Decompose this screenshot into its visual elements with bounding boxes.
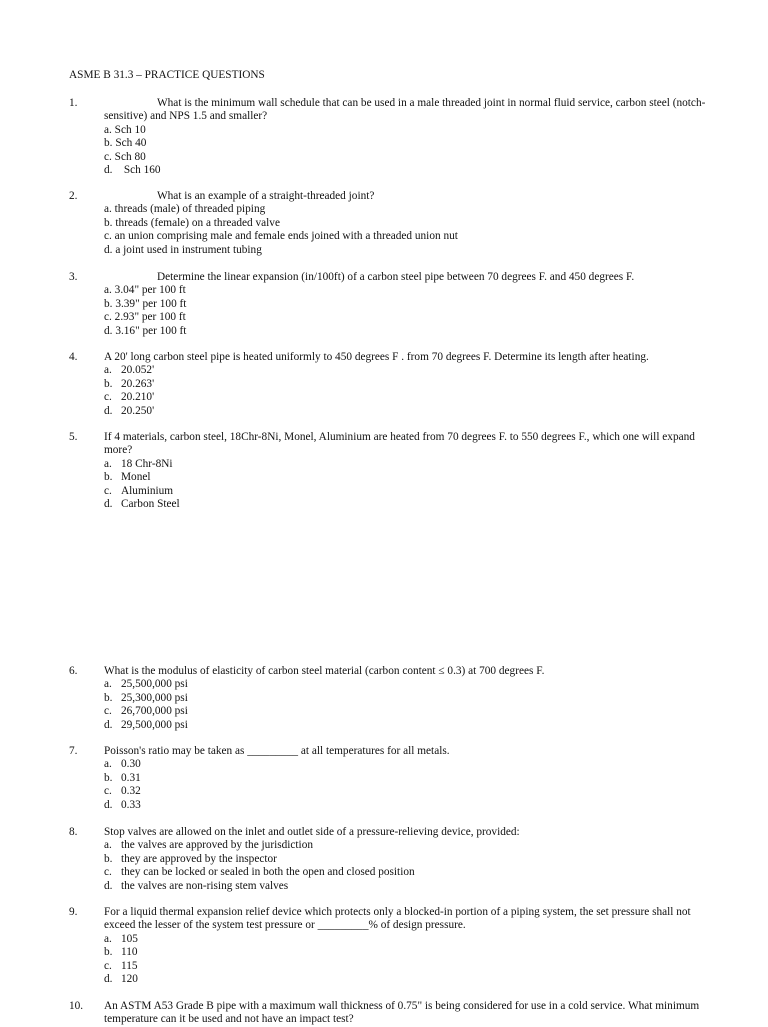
option-a: a. 105 [104,932,138,945]
option-a: a. 18 Chr-8Ni [104,457,173,470]
options-list [104,458,719,512]
options-list [104,678,719,732]
question-number: 9. [69,906,78,918]
option-c: c. Sch 80 [104,150,146,163]
option-c: c. they can be locked or sealed in both the open and closed position [104,866,415,879]
option-b: b. threads (female) on a threaded valve [104,216,280,229]
options-list [104,203,719,257]
option-d: d. 3.16" per 100 ft [104,324,187,337]
option-d: d. 29,500,000 psi [104,718,188,731]
option-c: c. Aluminium [104,484,174,497]
option-a: a. 25,500,000 psi [104,678,188,691]
question-number: 7. [69,745,78,757]
options-list [104,364,719,418]
option-c: c. 0.32 [104,785,141,798]
option-b: b. Sch 40 [104,137,147,150]
option-d: d. 20.250' [104,404,155,417]
question-5 [69,431,719,511]
question-text: A 20' long carbon steel pipe is heated uniformly to 450 degrees F . from 70 degrees F. Determine its length after heating. [104,351,649,363]
option-d: d. 0.33 [104,798,141,811]
option-c: c. 115 [104,959,138,972]
question-text: For a liquid thermal expansion relief device which protects only a blocked-in portion of a piping system, the set pressure shall not exceed the lesser of the system test pressure or _________% of design pressure. [104,906,691,932]
options-list [104,933,719,987]
question-4 [69,351,719,418]
question-2 [69,190,719,257]
option-d: d. the valves are non-rising stem valves [104,879,289,892]
option-a: a. threads (male) of threaded piping [104,203,266,216]
question-number: 6. [69,665,78,677]
option-c: c. an union comprising male and female ends joined with a threaded union nut [104,230,458,243]
option-a: a. 0.30 [104,758,141,771]
question-number: 8. [69,826,78,838]
option-b: b. 0.31 [104,771,141,784]
question-number: 5. [69,431,78,443]
option-d: d. 120 [104,972,138,985]
option-d: d. Carbon Steel [104,497,180,510]
question-text: If 4 materials, carbon steel, 18Chr-8Ni, Monel, Aluminium are heated from 70 degrees F. to 550 degrees F., which one will expand more? [104,431,695,457]
question-text: What is an example of a straight-threaded joint? [157,190,375,202]
question-number: 10. [69,1000,84,1012]
option-a: a. the valves are approved by the jurisdiction [104,839,313,852]
question-text: Stop valves are allowed on the inlet and outlet side of a pressure-relieving device, provided: [104,826,520,838]
question-9 [69,906,719,986]
option-d: d. Sch 160 [104,163,161,176]
option-c: c. 2.93" per 100 ft [104,311,186,324]
option-c: c. 20.210' [104,391,155,404]
question-number: 4. [69,351,78,363]
option-c: c. 26,700,000 psi [104,705,188,718]
option-b: b. 3.39" per 100 ft [104,297,187,310]
question-6 [69,665,719,732]
question-1 [69,97,719,177]
option-d: d. a joint used in instrument tubing [104,243,262,256]
question-text: What is the modulus of elasticity of carbon steel material (carbon content ≤ 0.3) at 700 degrees F. [104,665,545,677]
option-b: b. 110 [104,946,138,959]
option-a: a. 20.052' [104,364,155,377]
question-number: 2. [69,190,78,202]
question-text: What is the minimum wall schedule that can be used in a male threaded joint in normal fluid service, carbon steel (notch-sensitive) and NPS 1.5 and smaller? [104,97,706,123]
page-title: ASME B 31.3 – PRACTICE QUESTIONS [69,69,265,81]
option-b: b. 25,300,000 psi [104,691,188,704]
question-text: Determine the linear expansion (in/100ft) of a carbon steel pipe between 70 degrees F. and 450 degrees F. [157,271,635,283]
options-list [104,839,719,893]
options-list [104,124,719,178]
option-b: b. Monel [104,471,151,484]
question-number: 3. [69,271,78,283]
question-3 [69,271,719,338]
question-text: An ASTM A53 Grade B pipe with a maximum wall thickness of 0.75" is being considered for use in a cold service. What minimum temperature can it be used and not have an impact test? [104,1000,700,1026]
option-a: a. Sch 10 [104,123,146,136]
question-10 [69,1000,719,1027]
question-text: Poisson's ratio may be taken as _________ at all temperatures for all metals. [104,745,450,757]
option-a: a. 3.04" per 100 ft [104,284,186,297]
question-7 [69,745,719,812]
options-list [104,758,719,812]
question-8 [69,826,719,893]
question-number: 1. [69,97,78,109]
options-list [104,284,719,338]
option-b: b. they are approved by the inspector [104,852,277,865]
option-b: b. 20.263' [104,377,155,390]
